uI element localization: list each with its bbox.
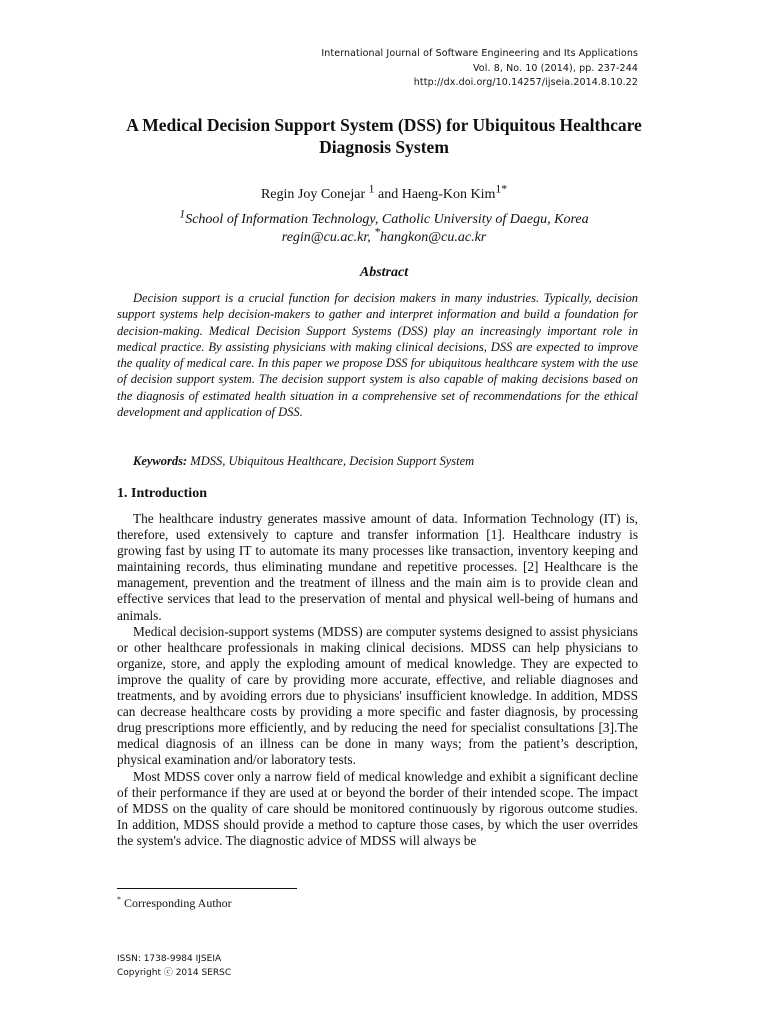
author-conjunction: and <box>377 187 399 202</box>
author-name: Haeng-Kon Kim <box>401 187 496 202</box>
author-affil-marker: 1* <box>495 182 508 196</box>
corresponding-marker: * <box>374 225 381 239</box>
section-body <box>117 511 638 849</box>
footnote-text: Corresponding Author <box>124 896 232 910</box>
paper-title: A Medical Decision Support System (DSS) for Ubiquitous Healthcare Diagnosis System <box>126 115 642 157</box>
journal-name: International Journal of Software Engineering and Its Applications <box>321 48 638 59</box>
author-line <box>110 182 658 204</box>
footnote <box>117 896 232 911</box>
author-email[interactable]: hangkon@cu.ac.kr <box>380 230 487 245</box>
footnote-divider <box>117 888 297 889</box>
page-footer <box>117 952 231 980</box>
affiliation-institution: School of Information Technology, Catholic University of Daegu, Korea <box>185 212 589 227</box>
journal-volume: Vol. 8, No. 10 (2014), pp. 237-244 <box>472 62 638 74</box>
doi-link[interactable]: http://dx.doi.org/10.14257/ijseia.2014.8.10.22 <box>413 77 638 88</box>
affiliation <box>110 207 658 247</box>
abstract-heading: Abstract <box>359 265 409 280</box>
section-heading: 1. Introduction <box>117 486 207 501</box>
keywords-label: Keywords: <box>133 454 188 468</box>
body-paragraph: Most MDSS cover only a narrow field of medical knowledge and exhibit a significant decline of their performance if they are used at or beyond the border of their intended scope. The impact of MDSS on the quality of care should be monitored continuously by rigorous outcome studies. In addition, MDSS should provide a method to capture those cases, by which the user overrides the system's advice. The diagnostic advice of MDSS will always be <box>117 768 638 848</box>
affiliation-marker: 1 <box>179 207 186 221</box>
journal-header <box>321 47 638 91</box>
issn: ISSN: 1738-9984 IJSEIA <box>117 954 222 964</box>
abstract-text: Decision support is a crucial function for decision makers in many industries. Typically, decision support systems help decision-makers to gather and interpret information and build a foundation for decision-making. Medical Decision Support Systems (DSS) play an increasingly important role in medical practice. By assisting physicians with making clinical decisions, DSS are expected to improve the quality of medical care. In this paper we propose DSS for ubiquitous healthcare system with the use of decision support system. The decision support system is also capable of making decisions based on the diagnosis of estimated health situation in a comprehensive set of recommendations for the ethical development and application of DSS. <box>117 291 638 420</box>
body-paragraph: Medical decision-support systems (MDSS) are computer systems designed to assist physicians or other healthcare professionals in making clinical decisions. MDSS can help physicians to organize, store, and apply the exploding amount of medical knowledge. They are expected to improve the quality of care by providing more accurate, effective, and reliable diagnoses and treatments, and by avoiding errors due to physicians' insufficient knowledge. In addition, MDSS can decrease healthcare costs by providing a more specific and faster diagnosis, by processing drug prescriptions more efficiently, and by reducing the need for specialist consultations [3].The medical diagnosis of an illness can be done in many ways; from the patient’s description, physical examination and/or laboratory tests. <box>117 623 638 768</box>
author-email[interactable]: regin@cu.ac.kr, <box>281 230 371 245</box>
copyright: Copyright ⓒ 2014 SERSC <box>117 968 232 978</box>
body-paragraph: The healthcare industry generates massive amount of data. Information Technology (IT) is, therefore, used extensively to capture and transfer information [1]. Healthcare industry is growing fast by using IT to automate its many processes like transaction, inventory keeping and maintaining records, thus eliminating mundane and repetitive processes. [2] Healthcare is the management, prevention and the treatment of illness and the main aim is to provide clean and effective services that lead to the preservation of mental and physical well-being of humans and animals. <box>117 511 638 623</box>
author-affil-marker: 1 <box>368 182 375 196</box>
keywords-value: MDSS, Ubiquitous Healthcare, Decision Support System <box>190 454 475 468</box>
footnote-marker: * <box>117 895 121 904</box>
keywords <box>133 454 474 469</box>
author-name: Regin Joy Conejar <box>260 187 366 202</box>
